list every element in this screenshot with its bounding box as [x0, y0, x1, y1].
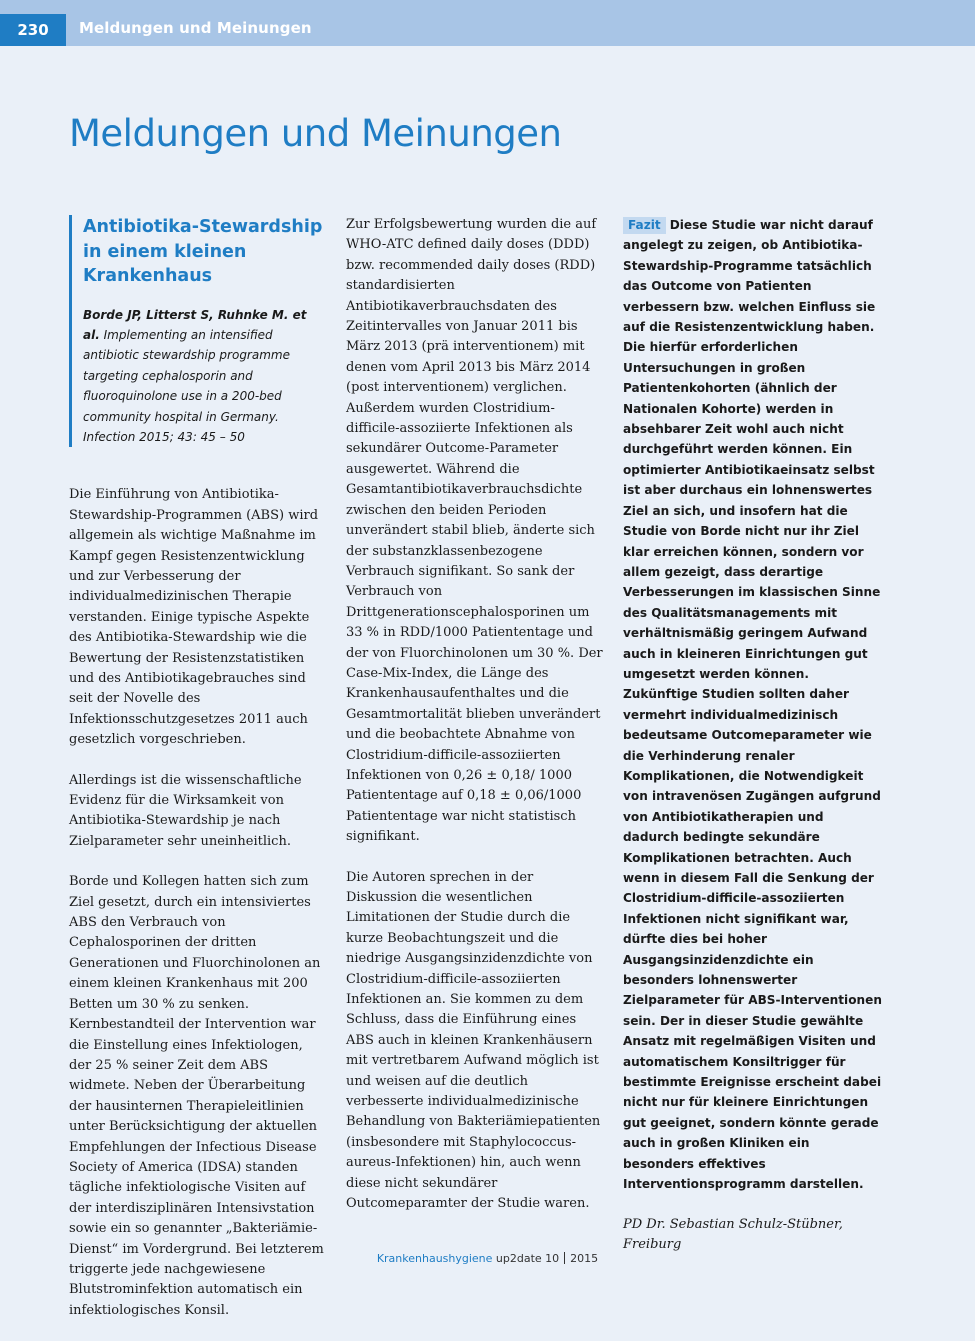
fazit-block	[623, 215, 883, 1195]
body-paragraph: Die Einführung von Antibiotika-Stewardship-Programmen (ABS) wird allgemein als wichtige Maßnahme im Kampf gegen Resistenzentwicklung und zur Verbesserung der individualmedizinischen Therapie verstanden. Einige typische Aspekte des Antibiotika-Stewardship wie die Bewertung der Resistenzstatistiken und des Antibiotikagebrauches sind seit der Novelle des Infektionsschutzgesetzes 2011 auch gesetzlich vorgeschrieben.	[69, 487, 319, 748]
page-title: Meldungen und Meinungen	[69, 112, 562, 155]
column-1	[69, 215, 327, 1341]
running-title: Meldungen und Meinungen	[79, 19, 312, 37]
author-signature: PD Dr. Sebastian Schulz-Stübner, Freiburg	[623, 1216, 843, 1252]
citation-authors: Borde JP, Litterst S, Ruhnke M. et al.	[83, 307, 307, 342]
body-paragraph: Die Autoren sprechen in der Diskussion die wesentlichen Limitationen der Studie durch die kurze Beobachtungszeit und die niedrige Ausgangsinzidenzdichte von Clostridium-difficile-assoziierten Infektionen an. Sie kommen zu dem Schluss, dass die Einführung eines ABS auch in kleinen Krankenhäusern mit vertretbarem Aufwand möglich ist und weisen auf die deutlich verbesserte individualmedizinische Behandlung von Bakteriämiepatienten (insbesondere mit Staphylococcus-aureus-Infektionen) hin, auch wenn diese nicht sekundärer Outcomeparamter der Studie waren.	[346, 869, 601, 1212]
body-paragraph: Zur Erfolgsbewertung wurden die auf WHO-ATC defined daily doses (DDD) bzw. recommended daily doses (RDD) standardisierten Antibiotikaverbrauchsdaten des Zeitintervalles von Januar 2011 bis März 2013 (prä interventionem) mit denen vom April 2013 bis März 2014 (post interventionem) verglichen. Außerdem wurden Clostridium-difficile-assoziierte Infektionen als sekundärer Outcome-Parameter ausgewertet. Während die Gesamtantibiotikaverbrauchsdichte zwischen den beiden Perioden unverändert stabil blieb, änderte sich der substanzklassenbezogene Verbrauch signifikant. So sank der Verbrauch von Drittgenerationscephalosporinen um 33 % in RDD/1000 Patiententage und der von Fluorchinolonen um 30 %. Der Case-Mix-Index, die Länge des Krankenhausaufenthaltes und die Gesamtmortalität blieben unverändert und die beobachtete Abnahme von Clostridium-difficile-assoziierten Infektionen von 0,26 ± 0,18/ 1000 Patiententage auf 0,18 ± 0,06/1000 Patiententage war nicht statistisch signifikant.	[346, 217, 603, 845]
footer-divider	[564, 1252, 565, 1264]
article-header-box	[69, 215, 327, 447]
citation-reference: Implementing an intensified antibiotic stewardship programme targeting cephalosporin and fluoroquinolone use in a 200-bed community hospital in Germany. Infection 2015; 43: 45 – 50	[83, 327, 290, 444]
body-paragraph: Borde und Kollegen hatten sich zum Ziel gesetzt, durch ein intensiviertes ABS den Verbrauch von Cephalosporinen der dritten Generationen und Fluorchinolonen an einem kleinen Krankenhaus mit 200 Betten um 30 % zu senken. Kernbestandteil der Intervention war die Einstellung eines Infektiologen, der 25 % seiner Zeit dem ABS widmete. Neben der Überarbeitung der hausinternen Therapieleitlinien unter Berücksichtigung der aktuellen Empfehlungen der Infectious Disease Society of America (IDSA) standen tägliche infektiologische Visiten auf der interdisziplinären Intensivstation sowie ein so genannter „Bakteriämie-Dienst“ im Vordergrund. Bei letzterem triggerte jede nachgewiesene Blutstrominfektion automatisch ein infektiologisches Konsil.	[69, 874, 324, 1318]
page-number: 230	[0, 14, 66, 46]
footer-issue: up2date 10	[495, 1252, 560, 1265]
column-3	[623, 215, 883, 1255]
body-paragraph: Allerdings ist die wissenschaftliche Evidenz für die Wirksamkeit von Antibiotika-Stewardship je nach Zielparameter sehr uneinheitlich.	[69, 772, 302, 849]
fazit-label: Fazit	[623, 217, 666, 234]
article-title: Antibiotika-Stewardship in einem kleinen Krankenhaus	[83, 217, 323, 286]
footer-year: 2015	[570, 1252, 599, 1265]
fazit-text: Diese Studie war nicht darauf angelegt zu zeigen, ob Antibiotika-Stewardship-Programme tatsächlich das Outcome von Patienten verbessern bzw. welchen Einfluss sie auf die Resistenzentwicklung haben. Die hierfür erforderlichen Untersuchungen in großen Patientenkohorten (ähnlich der Nationalen Kohorte) werden in absehbarer Zeit wohl auch nicht durchgeführt werden können. Ein optimierter Antibiotikaeinsatz selbst ist aber durchaus ein lohnenswertes Ziel an sich, und insofern hat die Studie von Borde nicht nur ihr Ziel klar erreichen können, sondern vor allem gezeigt, dass derartige Verbesserungen im klassischen Sinne des Qualitätsmanagements mit verhältnismäßig geringem Aufwand auch in kleineren Einrichtungen gut umgesetzt werden können. Zukünftige Studien sollten daher vermehrt individualmedizinisch bedeutsame Outcomeparameter wie die Verhinderung renaler Komplikationen, die Notwendigkeit von intravenösen Zugängen aufgrund von Antibiotikatherapien und dadurch bedingte sekundäre Komplikationen betrachten. Auch wenn in diesem Fall die Senkung der Clostridium-difficile-assoziierten Infektionen nicht signifikant war, dürfte dies bei hoher Ausgangsinzidenzdichte ein besonders lohnenswerter Zielparameter für ABS-Interventionen sein. Der in dieser Studie gewählte Ansatz mit regelmäßigen Visiten und automatischem Konsiltrigger für bestimmte Ereignisse erscheint dabei nicht nur für kleinere Einrichtungen gut geeignet, sondern könnte gerade auch in großen Kliniken ein besonders effektives Interventionsprogramm darstellen.	[623, 218, 882, 1192]
footer	[0, 1252, 975, 1265]
citation	[83, 305, 327, 448]
column-2	[346, 215, 606, 1235]
footer-journal: Krankenhaushygiene	[376, 1252, 493, 1265]
